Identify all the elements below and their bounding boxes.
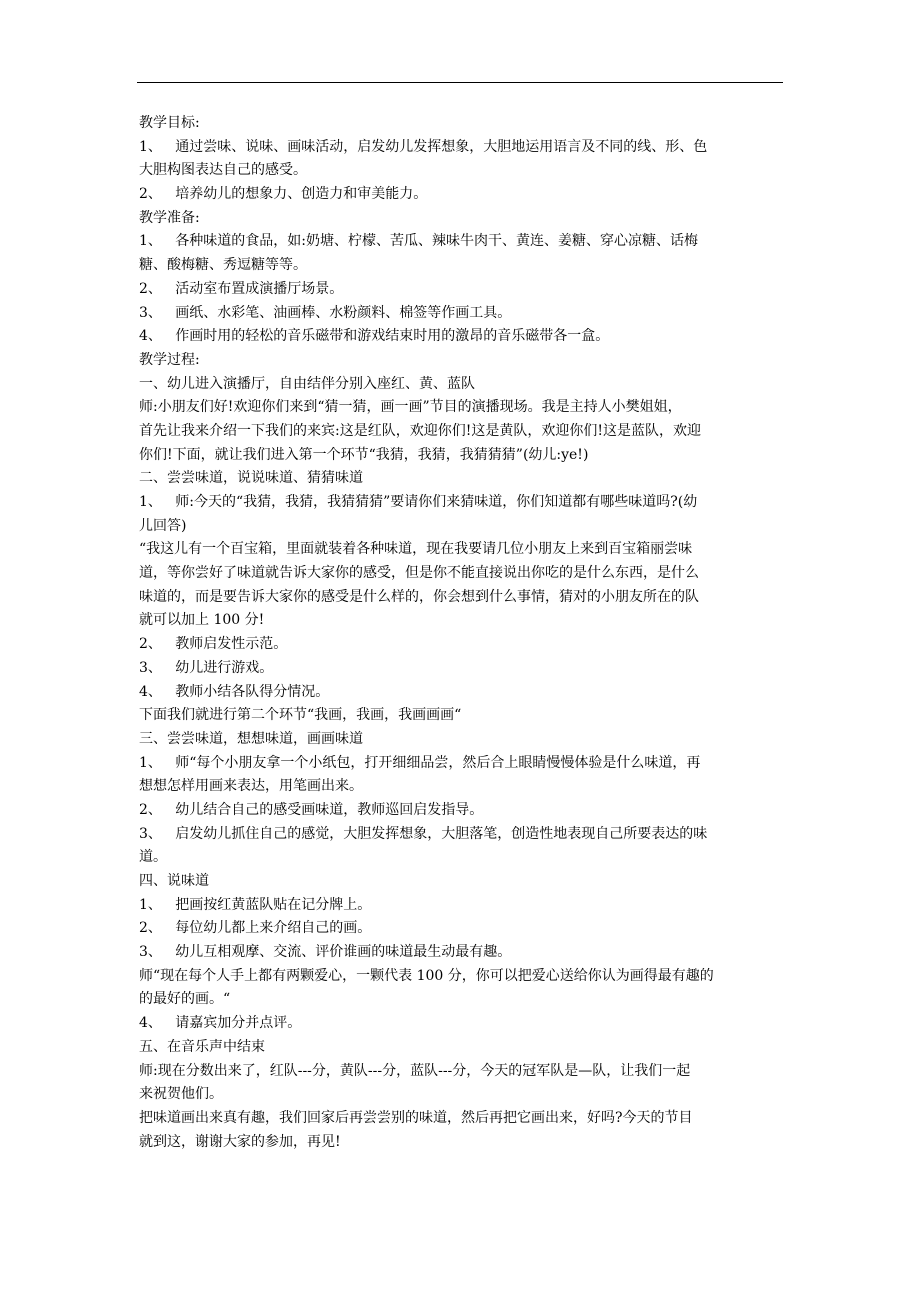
text-line: 师:现在分数出来了，红队---分，黄队---分，蓝队---分，今天的冠军队是—队，让我们一起 <box>139 1062 691 1079</box>
text-line: 教学准备: <box>139 209 200 226</box>
text-line: 想想怎样用画来表达，用笔画出来。 <box>139 778 363 795</box>
text-line: 教学过程: <box>139 351 200 368</box>
text-line: 3、 画纸、水彩笔、油画棒、水粉颜料、棉签等作画工具。 <box>139 304 512 321</box>
text-line: 大胆构图表达自己的感受。 <box>139 162 307 179</box>
text-line: 就可以加上 100 分! <box>139 612 265 629</box>
text-line: 三、尝尝味道，想想味道，画画味道 <box>139 730 363 747</box>
text-line: 下面我们就进行第二个环节“我画，我画，我画画画“ <box>139 707 462 724</box>
text-line: 2、 活动室布置成演播厅场景。 <box>139 280 344 297</box>
text-line: 4、 作画时用的轻松的音乐磁带和游戏结束时用的激昂的音乐磁带各一盒。 <box>139 328 610 345</box>
text-line: 味道的，而是要告诉大家你的感受是什么样的，你会想到什么事情，猜对的小朋友所在的队 <box>139 588 699 605</box>
text-line: 一、幼儿进入演播厅，自由结伴分别入座红、黄、蓝队 <box>139 375 475 392</box>
text-line: 1、 各种味道的食品，如:奶塘、柠檬、苦瓜、辣味牛肉干、黄连、姜糖、穿心凉糖、话梅 <box>139 233 698 250</box>
text-line: 道。 <box>139 849 167 866</box>
text-line: 来祝贺他们。 <box>139 1086 223 1103</box>
text-line: 3、 幼儿进行游戏。 <box>139 659 274 676</box>
text-line: 把味道画出来真有趣，我们回家后再尝尝别的味道，然后再把它画出来，好吗?今天的节目 <box>139 1109 693 1126</box>
text-line: 糖、酸梅糖、秀逗糖等等。 <box>139 257 307 274</box>
text-line: 你们!下面，就让我们进入第一个环节“我猜，我猜，我猜猜猜”(幼儿:ye!) <box>139 446 589 463</box>
text-line: 1、 师:今天的“我猜，我猜，我猜猜猜”要请你们来猜味道，你们知道都有哪些味道吗?(幼 <box>139 494 698 510</box>
text-line: 师:小朋友们好!欢迎你们来到“猜一猜，画一画”节目的演播现场。我是主持人小樊姐姐， <box>139 399 682 416</box>
text-line: 五、在音乐声中结束 <box>139 1038 265 1055</box>
text-line: 道，等你尝好了味道就告诉大家你的感受，但是你不能直接说出你吃的是什么东西，是什么 <box>139 565 699 582</box>
document-body <box>139 112 787 1154</box>
text-line: 3、 启发幼儿抓住自己的感觉，大胆发挥想象，大胆落笔，创造性地表现自己所要表达的味 <box>139 825 708 842</box>
text-line: 师“现在每个人手上都有两颗爱心，一颗代表 100 分，你可以把爱心送给你认为画得最有趣的 <box>139 967 714 984</box>
header-rule <box>137 82 783 83</box>
text-line: 首先让我来介绍一下我们的来宾:这是红队，欢迎你们!这是黄队，欢迎你们!这是蓝队，欢迎 <box>139 422 701 439</box>
text-line: “我这儿有一个百宝箱，里面就装着各种味道，现在我要请几位小朋友上来到百宝箱丽尝味 <box>139 541 693 558</box>
text-line: 就到这，谢谢大家的参加，再见! <box>139 1133 341 1150</box>
text-line: 2、 培养幼儿的想象力、创造力和审美能力。 <box>139 186 428 203</box>
text-line: 四、说味道 <box>139 873 209 889</box>
text-line: 二、尝尝味道，说说味道、猜猜味道 <box>139 470 363 487</box>
text-line: 4、 请嘉宾加分并点评。 <box>139 1015 302 1032</box>
text-line: 的最好的画。“ <box>139 991 231 1008</box>
text-line: 2、 教师启发性示范。 <box>139 636 288 653</box>
text-line: 3、 幼儿互相观摩、交流、评价谁画的味道最生动最有趣。 <box>139 944 512 961</box>
text-line: 1、 把画按红黄蓝队贴在记分牌上。 <box>139 896 372 913</box>
text-line: 2、 幼儿结合自己的感受画味道，教师巡回启发指导。 <box>139 801 484 818</box>
text-line: 2、 每位幼儿都上来介绍自己的画。 <box>139 920 372 937</box>
text-line: 儿回答) <box>139 517 187 534</box>
text-line: 教学目标: <box>139 115 200 131</box>
text-line: 1、 师“每个小朋友拿一个小纸包，打开细细品尝，然后合上眼睛慢慢体验是什么味道，再 <box>139 754 701 771</box>
text-line: 1、 通过尝味、说味、画味活动，启发幼儿发挥想象，大胆地运用语言及不同的线、形、色 <box>139 138 708 155</box>
text-line: 4、 教师小结各队得分情况。 <box>139 683 330 700</box>
